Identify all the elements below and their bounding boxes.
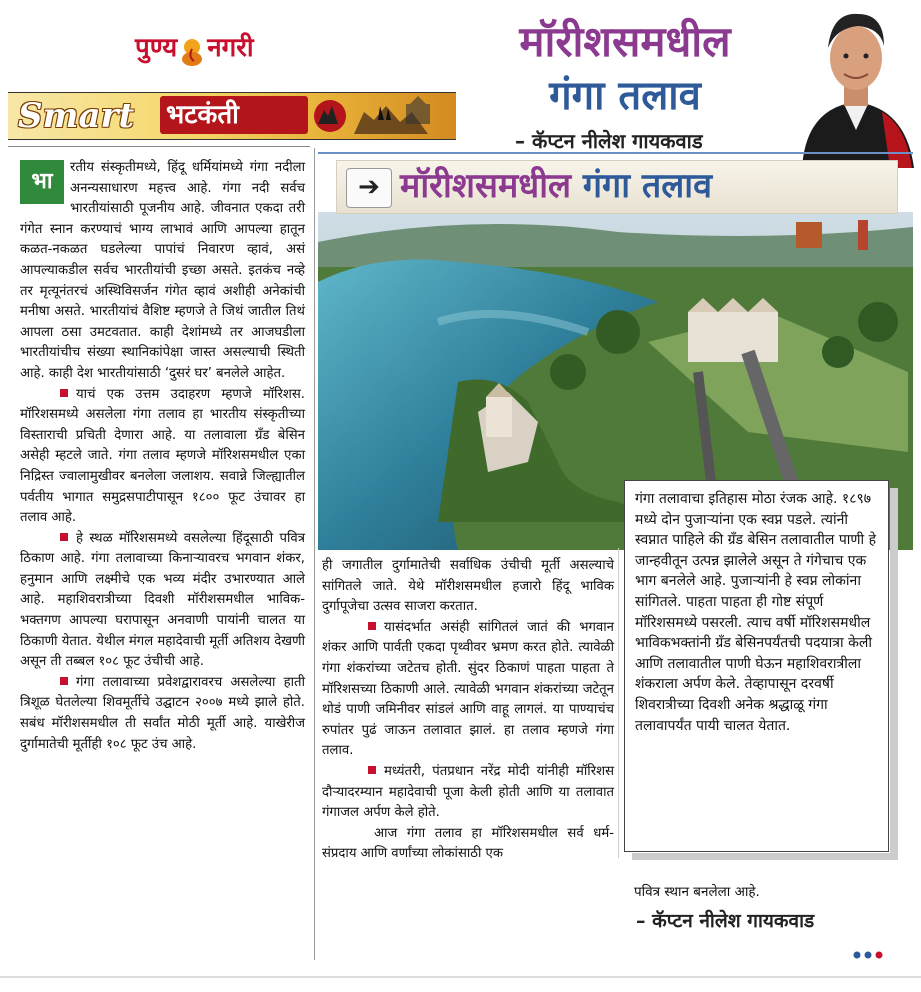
col1-paragraph-2: याचं एक उत्तम उदाहरण म्हणजे मॉरिशस. मॉरिशसमध्ये असलेला गंगा तलाव हा भारतीय संस्कृतीच्या विस्ताराची प्रचिती देणारा आहे. या तलावाला ग्रँड बेसिन असेही म्हटले जाते. गंगा तलाव म्हणजे मॉरिशसमधील एका निद्रिस्त ज्वालामुखीवर बनलेला जलाशय. सवान्ने जिल्ह्यातील पर्वतीय भागात समुद्रसपाटीपासून १८०० फूट उंचावर हा तलाव आहे. [20, 386, 305, 526]
article-column-1 [20, 158, 305, 755]
history-box [624, 480, 889, 852]
headline-line2: गंगा तलाव [549, 73, 701, 119]
col2-paragraph-2-wrap [322, 618, 614, 762]
bullet-icon [368, 622, 376, 630]
bullet-icon [60, 677, 68, 685]
photo-title [400, 162, 712, 210]
author-portrait [792, 0, 921, 168]
col1-paragraph-3: हे स्थळ मॉरिशसमध्ये वसलेल्या हिंदूसाठी पवित्र ठिकाण आहे. गंगा तलावाच्या किनाऱ्यावरच भगवान शंकर, हनुमान आणि लक्ष्मीचे एक भव्य मंदीर उभारण्यात आले आहे. महाशिवरात्रीच्या दिवशी मॉरीशसमधील भाविक-भक्तगण आपल्या घरापासून अनवाणी पायांनी चालत या ठिकाणी येतात. येथील मंगल महादेवाची मूर्ती अतिशय देखणी असून ती तब्बल १०८ फूट उंचीची आहे. [20, 530, 305, 670]
photo-title-part2: गंगा तलाव [582, 166, 712, 206]
logo-text-left: पुण्य [135, 33, 178, 63]
col1-paragraph-4: गंगा तलावाच्या प्रवेशद्वारावरच असलेल्या हाती त्रिशूळ घेतलेल्या शिवमूर्तीचे उद्घाटन २००७ मध्ये झाले होते. सबंध मॉरीशसमधील ती सर्वांत मोठी मूर्ती आहे. याखेरीज दुर्गामातेची मूर्तीही १०८ फूट उंच आहे. [20, 674, 305, 752]
col2-paragraph-2: यासंदर्भात असंही सांगितलं जातं की भगवान शंकर आणि पार्वती एकदा पृथ्वीवर भ्रमण करत होते. त्यावेळी गंगा शंकरांच्या जटेतच होती. सुंदर ठिकाणं पाहता पाहता ते मॉरिशसच्या ठिकाणी आले. त्यावेळी भगवान शंकरांच्या जटेतून थोडं पाणी जमिनीवर सांडलं आणि वाहू लागलं. या पाण्याचंच रुपांतर पुढं जाऊन तलावात झालं. हा तलाव म्हणजे गंगा तलाव. [322, 619, 614, 759]
box-shadow [890, 488, 898, 854]
closing-line: पवित्र स्थान बनलेला आहे. [634, 884, 760, 900]
history-box-text: गंगा तलावाचा इतिहास मोठा रंजक आहे. १८९७ मध्ये दोन पुजाऱ्यांना एक स्वप्न पडले. त्यांनी स्वप्नात पाहिले की ग्रँड बेसिन तलावातील पाणी हे जान्हवीतून उत्पन्न झालेले असून ते गंगेचाच एक भाग बनलेले आहे. पुजाऱ्यांनी हे स्वप्न लोकांना सांगितले. पाहता पाहता ही गोष्ट संपूर्ण मॉरिशसमध्ये पसरली. त्याच वर्षी मॉरिशसमधील भाविकभक्तांनी ग्रँड बेसिनपर्यंतची पदयात्रा केली आणि तलावातील पाणी घेऊन महाशिवरात्रीला शंकराला अर्पण केले. तेव्हापासून दरवर्षी शिवरात्रीच्या दिवशी अनेक श्रद्धाळू गंगा तलावापर्यंत पायी चालत येतात. [635, 491, 877, 734]
author-byline: – कॅप्टन नीलेश गायकवाड [515, 129, 703, 153]
bullet-icon [60, 533, 68, 541]
col1-paragraph-1: रतीय संस्कृतीमध्ये, हिंदू धर्मियांमध्ये गंगा नदीला अनन्यसाधारण महत्त्व आहे. गंगा नदी सर्वच भारतीयांसाठी पूजनीय आहे. जीवनात एकदा तरी गंगेत स्नान करण्याचं भाग्य लाभावं आणि आपल्या हातून कळत-नकळत घडलेल्या पापांचं निवारण व्हावं, असं आपल्याकडील सर्वच भारतीयांची इच्छा असते. इतकंच नव्हे तर मृत्यूनंतरचं अस्थिविसर्जन गंगेत व्हावं अशीही अनेकांची मनीषा असते. भारतीयांचं वैशिष्ट म्हणजे ते जिथं जातील तिथं आपला ठसा उमटवतात. काही देशांमध्ये तर आजघडीला भारतीयांचीच संख्या स्थानिकांपेक्षा जास्त असल्याची स्थिती आहे. काही देश भारतीयांसाठी ‘दुसरं घर’ बनलेले आहेत. [20, 160, 305, 381]
logo-text-right: नगरी [207, 33, 254, 63]
headline-line1: मॉरीशसमधील [519, 17, 731, 66]
travel-silhouette-icon [310, 94, 454, 136]
bullet-icon [368, 766, 376, 774]
col2-paragraph-3-wrap [322, 762, 614, 824]
col1-paragraph-3-wrap [20, 529, 305, 673]
column-divider [314, 148, 315, 960]
publication-logo [135, 28, 325, 68]
closing-byline: – कॅप्टन नीलेश गायकवाड [636, 910, 815, 932]
top-rule [8, 146, 310, 147]
ganesha-icon [179, 37, 205, 67]
bottom-rule [0, 976, 921, 978]
col1-paragraph-4-wrap [20, 673, 305, 755]
arrow-right-icon: ➔ [346, 168, 392, 208]
col2-paragraph-4: आज गंगा तलाव हा मॉरिशसमधील सर्व धर्म-संप्रदाय आणि वर्णांच्या लोकांसाठी एक [322, 825, 614, 862]
banner-smart-text: Smart [18, 96, 135, 136]
bullet-icon [60, 389, 68, 397]
col2-paragraph-3: मध्यंतरी, पंतप्रधान नरेंद्र मोदी यांनीही मॉरिशस दौऱ्यादरम्यान महादेवाची पूजा केली होती आणि या तलावात गंगाजल अर्पण केले होते. [322, 763, 614, 821]
dropcap: भा [20, 160, 64, 204]
box-shadow-bottom [632, 853, 898, 860]
col2-paragraph-1: ही जगातील दुर्गामातेची सर्वाधिक उंचीची मूर्ती असल्याचे सांगितले जाते. येथे मॉरीशसमधील हजारो हिंदू भाविक दुर्गापूजेचा उत्सव साजरा करतात. [322, 558, 614, 615]
photo-title-part1: मॉरीशसमधील [400, 166, 572, 206]
col1-paragraph-2-wrap [20, 385, 305, 529]
article-column-2 [322, 556, 614, 865]
banner-bhatkanti-text: भटकंती [166, 100, 239, 130]
decorative-dots-icon [852, 950, 892, 960]
column-divider-2 [618, 548, 619, 858]
